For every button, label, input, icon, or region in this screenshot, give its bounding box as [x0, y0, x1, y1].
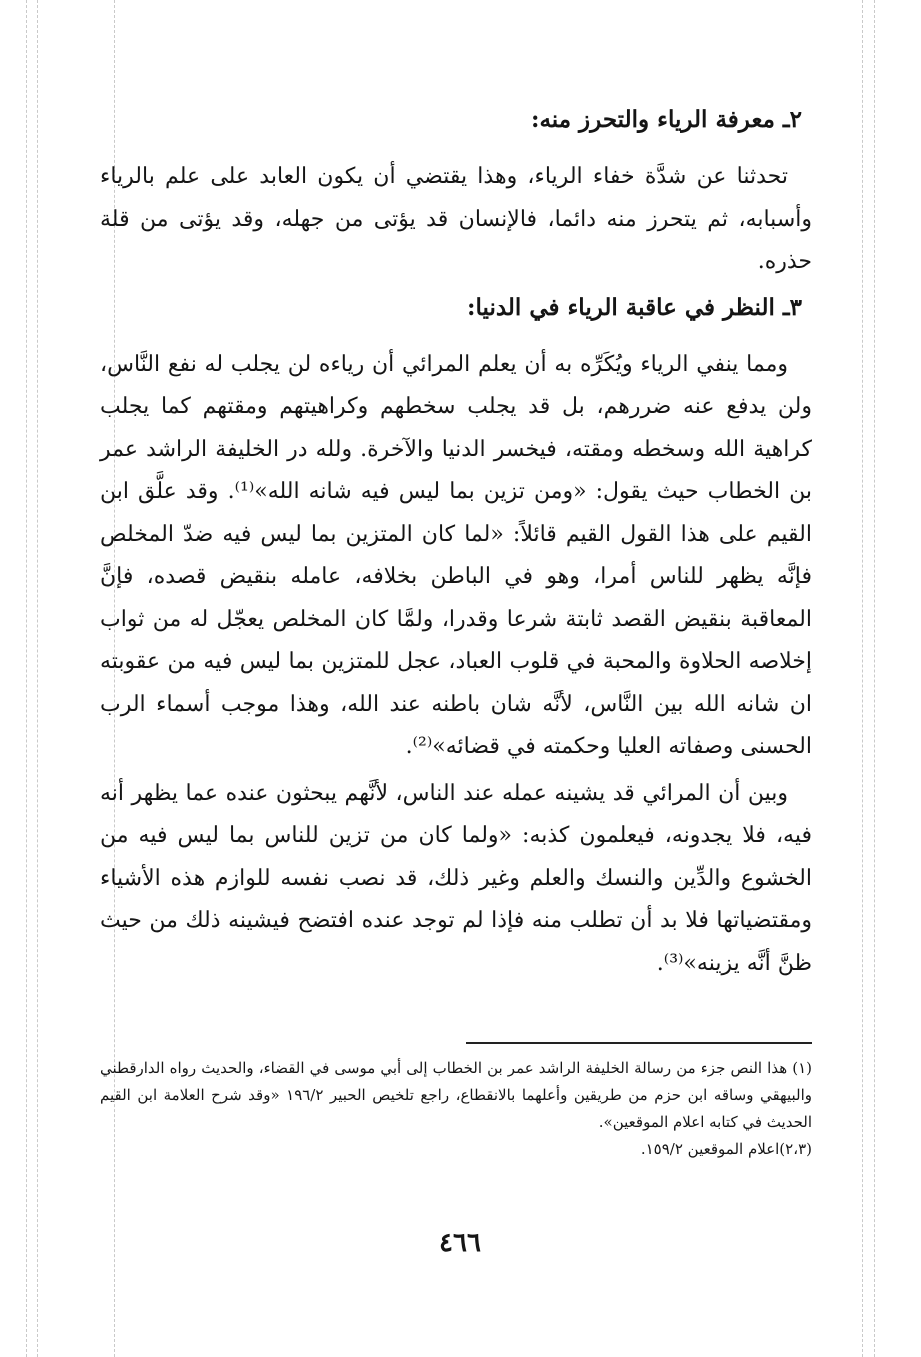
footnotes	[100, 1055, 812, 1163]
margin-guide-line	[26, 0, 27, 1357]
margin-guide-line	[37, 0, 38, 1357]
footnote: (٢،٣)اعلام الموقعين ١٥٩/٢.	[640, 1140, 812, 1158]
page-number: ٤٦٦	[439, 1228, 481, 1258]
paragraph: تحدثنا عن شدَّة خفاء الرياء، وهذا يقتضي أن يكون العابد على علم بالرياء وأسبابه، ثم يتحرز منه دائما، فالإنسان قد يؤتى من جهله، وقد يؤتى من قلة حذره.	[100, 164, 812, 274]
footnote: (١) هذا النص جزء من رسالة الخليفة الراشد عمر بن الخطاب إلى أبي موسى في القضاء، والحديث رواه الدارقطني والبيهقي وساقه ابن حزم من طريقين وأعلهما بالانقطاع، راجع تلخيص الحبير ١٩٦/٢ «وقد شرح العلامة ابن القيم الحديث في كتابه اعلام الموقعين».	[100, 1059, 812, 1131]
margin-guide-line	[874, 0, 875, 1357]
paragraph: وبين أن المرائي قد يشينه عمله عند الناس، لأنَّهم يبحثون عنده عما يظهر أنه فيه، فلا يجدونه، فيعلمون كذبه: «ولما كان من تزين للناس بما ليس فيه من الخشوع والدِّين والنسك والعلم وغير ذلك، قد نصب نفسه للوازم هذه الأشياء ومقتضياتها فلا بد أن تطلب منه فإذا لم توجد عنده افتضح فيشينه ذلك من حيث ظنَّ أنَّه يزينه»⁽³⁾.	[100, 780, 812, 976]
margin-guide-line	[862, 0, 863, 1357]
page-body	[100, 100, 812, 989]
section-heading: ٢ـ معرفة الرياء والتحرز منه:	[530, 106, 802, 133]
paragraph: ومما ينفي الرياء ويُكَرِّه به أن يعلم المرائي أن رياءه لن يجلب له نفع النَّاس، ولن يدفع عنه ضررهم، بل قد يجلب سخطهم وكراهيتهم ومقتهم كما يجلب كراهية الله وسخطه ومقته، فيخسر الدنيا والآخرة. ولله در الخليفة الراشد عمر بن الخطاب حيث يقول: «ومن تزين بما ليس فيه شانه الله»⁽¹⁾. وقد علَّق ابن القيم على هذا القول القيم قائلاً: «لما كان المتزين بما ليس فيه ضدّ المخلص فإنَّه يظهر للناس أمرا، وهو في الباطن بخلافه، عامله بنقيض قصده، فإنَّ المعاقبة بنقيض القصد ثابتة شرعا وقدرا، ولمَّا كان المخلص يعجّل له من ثواب إخلاصه الحلاوة والمحبة في قلوب العباد، عجل للمتزين بما ليس فيه من عقوبته ان شانه الله بين النَّاس، لأنَّه شان باطنه عند الله، وهذا موجب أسماء الرب الحسنى وصفاته العليا وحكمته في قضائه»⁽²⁾.	[100, 351, 813, 759]
footnote-separator	[466, 1042, 812, 1044]
section-heading: ٣ـ النظر في عاقبة الرياء في الدنيا:	[467, 293, 802, 321]
